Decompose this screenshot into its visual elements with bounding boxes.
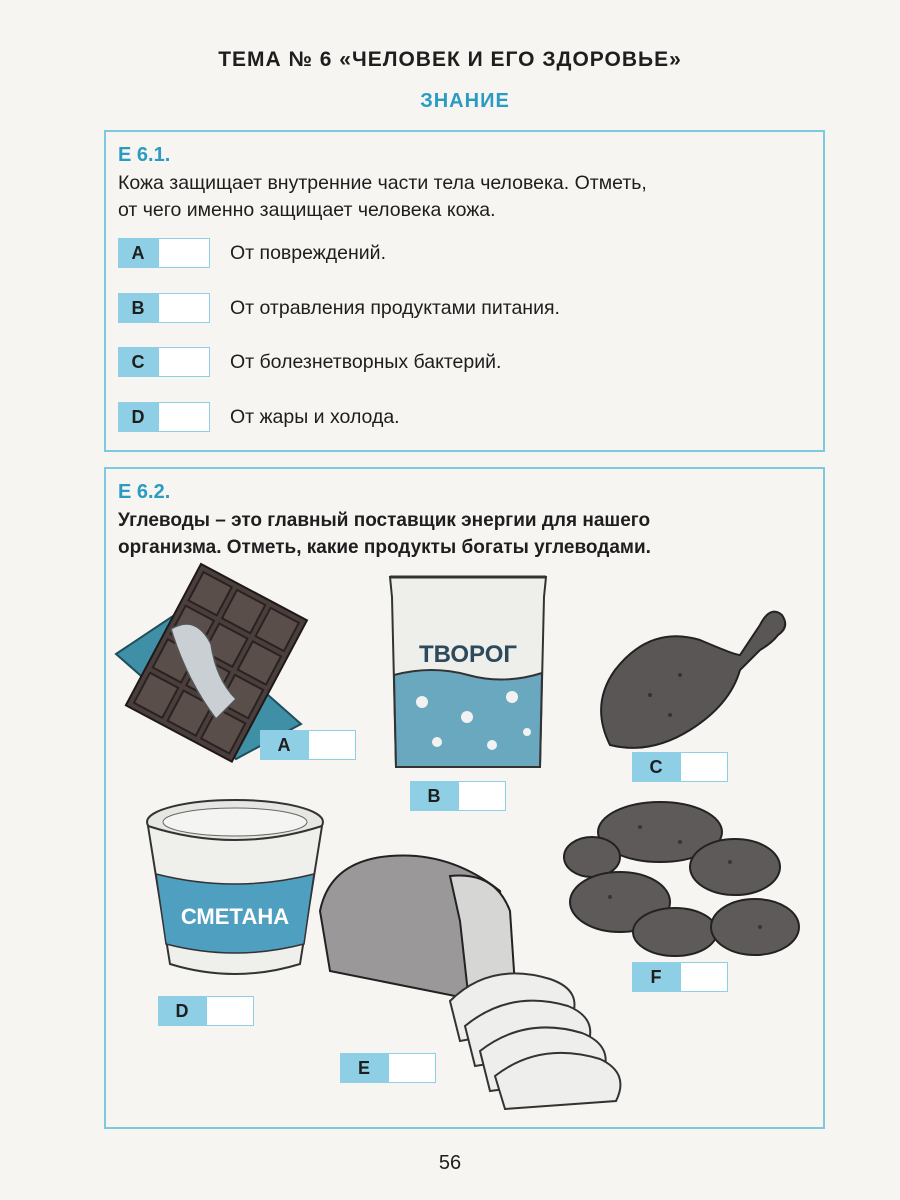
option-letter: A <box>118 238 158 268</box>
chocolate-bar-icon <box>116 559 386 759</box>
food-letter: C <box>632 752 680 782</box>
option-text: От болезнетворных бактерий. <box>230 351 502 373</box>
option-letter: B <box>118 293 158 323</box>
option-text: От отравления продуктами питания. <box>230 297 560 319</box>
option-text: От жары и холода. <box>230 406 400 428</box>
food-letter: D <box>158 996 206 1026</box>
pack-text: ТВОРОГ <box>418 641 518 668</box>
food-letter: E <box>340 1053 388 1083</box>
answer-box-c[interactable] <box>158 347 210 377</box>
food-letter: B <box>410 781 458 811</box>
answer-box-food-b[interactable] <box>458 781 506 811</box>
task-6-2-box <box>104 467 825 1129</box>
question-line-2: от чего именно защищает человека кожа. <box>118 199 496 221</box>
option-letter: D <box>118 402 158 432</box>
answer-box-food-e[interactable] <box>388 1053 436 1083</box>
cottage-cheese-pack-icon <box>382 567 554 777</box>
option-text: От повреждений. <box>230 242 386 264</box>
question-line-1: Кожа защищает внутренние части тела человека. Отметь, <box>118 172 647 194</box>
question-line-2: организма. Отметь, какие продукты богаты углеводами. <box>118 537 651 558</box>
food-letter: F <box>632 962 680 992</box>
page-number: 56 <box>438 1152 462 1174</box>
answer-box-b[interactable] <box>158 293 210 323</box>
page-title: ТЕМА № 6 «ЧЕЛОВЕК И ЕГО ЗДОРОВЬЕ» <box>218 48 682 71</box>
question-line-1: Углеводы – это главный поставщик энергии для нашего <box>118 510 651 531</box>
task-question <box>118 507 818 561</box>
option-letter: C <box>118 347 158 377</box>
potatoes-icon <box>560 797 810 962</box>
answer-box-food-d[interactable] <box>206 996 254 1026</box>
task-code: Е 6.2. <box>118 481 171 503</box>
food-letter: A <box>260 730 308 760</box>
answer-box-a[interactable] <box>158 238 210 268</box>
section-title: ЗНАНИЕ <box>420 90 510 112</box>
task-question <box>118 170 818 224</box>
answer-box-food-a[interactable] <box>308 730 356 760</box>
answer-box-d[interactable] <box>158 402 210 432</box>
sour-cream-cup-icon <box>140 794 330 984</box>
task-code: Е 6.1. <box>118 144 171 166</box>
cup-text: СМЕТАНА <box>180 904 290 929</box>
answer-box-food-c[interactable] <box>680 752 728 782</box>
answer-box-food-f[interactable] <box>680 962 728 992</box>
chicken-leg-icon <box>590 595 790 755</box>
task-6-1-box <box>104 130 825 452</box>
